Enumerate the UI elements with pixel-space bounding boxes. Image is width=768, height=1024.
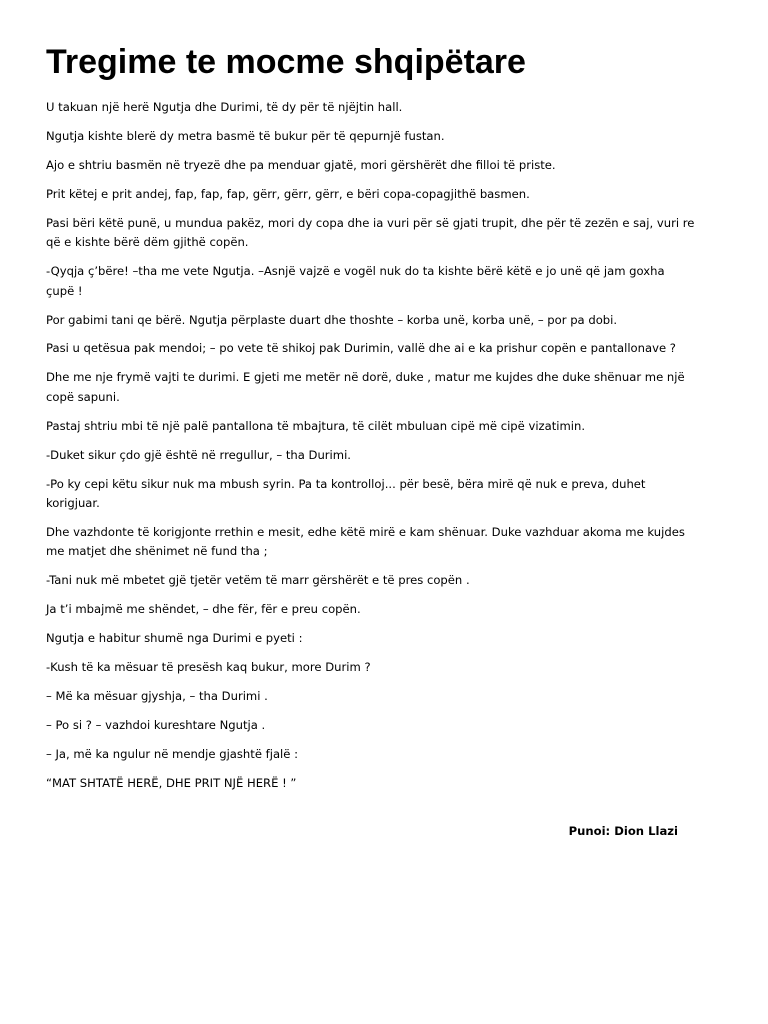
paragraph: Ja t’i mbajmë me shëndet, – dhe fër, fër e preu copën.	[46, 602, 361, 617]
paragraph: Por gabimi tani qe bërë. Ngutja përplaste duart dhe thoshte – korba unë, korba unë, – por pa dobi.	[46, 312, 618, 327]
paragraph: – Po si ? – vazhdoi kureshtare Ngutja .	[46, 718, 266, 733]
paragraph: Ngutja kishte blerë dy metra basmë të bukur për të qepurnjë fustan.	[46, 128, 445, 143]
paragraph: Dhe vazhdonte të korigjonte rrethin e mesit, edhe këtë mirë e kam shënuar. Duke vazhduar akoma me kujdes me matjet dhe shënimet në fund tha ;	[46, 525, 685, 559]
paragraph: -Qyqja ç’bëre! –tha me vete Ngutja. –Asnjë vajzë e vogël nuk do ta kishte bërë këtë e jo unë që jam goxha çupë !	[46, 264, 665, 298]
paragraph: -Tani nuk më mbetet gjë tjetër vetëm të marr gërshërët e të pres copën .	[46, 573, 470, 588]
paragraph: Ajo e shtriu basmën në tryezë dhe pa menduar gjatë, mori gërshërët dhe filloi të priste.	[46, 157, 556, 172]
document-title: Tregime te mocme shqipëtare	[46, 43, 526, 81]
paragraph: U takuan një herë Ngutja dhe Durimi, të dy për të njëjtin hall.	[46, 100, 403, 114]
paragraph: Pastaj shtriu mbi të një palë pantallona të mbajtura, të cilët mbuluan cipë më cipë vizatimin.	[46, 418, 586, 433]
paragraph: Pasi u qetësua pak mendoi; – po vete të shikoj pak Durimin, vallë dhe ai e ka prishur copën e pantallonave ?	[46, 341, 676, 356]
paragraph: -Po ky cepi këtu sikur nuk ma mbush syrin. Pa ta kontrolloj... për besë, bëra mirë që nuk e preva, duhet korigjuar.	[46, 476, 646, 511]
paragraph: Pasi bëri këtë punë, u mundua pakëz, mori dy copa dhe ia vuri për së gjati trupit, dhe për të zezën e saj, vuri re që e kishte bërë dëm gjithë copën.	[46, 215, 695, 250]
paragraph: -Duket sikur çdo gjë është në rregullur, – tha Durimi.	[46, 447, 351, 462]
paragraph: Ngutja e habitur shumë nga Durimi e pyeti :	[46, 631, 303, 646]
paragraph: – Më ka mësuar gjyshja, – tha Durimi .	[46, 689, 268, 704]
author-signature: Punoi: Dion Llazi	[568, 824, 678, 838]
paragraph: -Kush të ka mësuar të presësh kaq bukur, more Durim ?	[46, 660, 371, 675]
paragraph: – Ja, më ka ngulur në mendje gjashtë fjalë :	[46, 747, 298, 762]
story-body	[46, 98, 696, 803]
paragraph: Dhe me nje frymë vajti te durimi. E gjeti me metër në dorë, duke , matur me kujdes dhe duke shënuar me një copë sapuni.	[46, 370, 685, 404]
paragraph: “MAT SHTATË HERË, DHE PRIT NJË HERË ! ”	[46, 776, 297, 791]
paragraph: Prit këtej e prit andej, fap, fap, fap, gërr, gërr, gërr, e bëri copa-copagjithë basmen.	[46, 186, 530, 201]
